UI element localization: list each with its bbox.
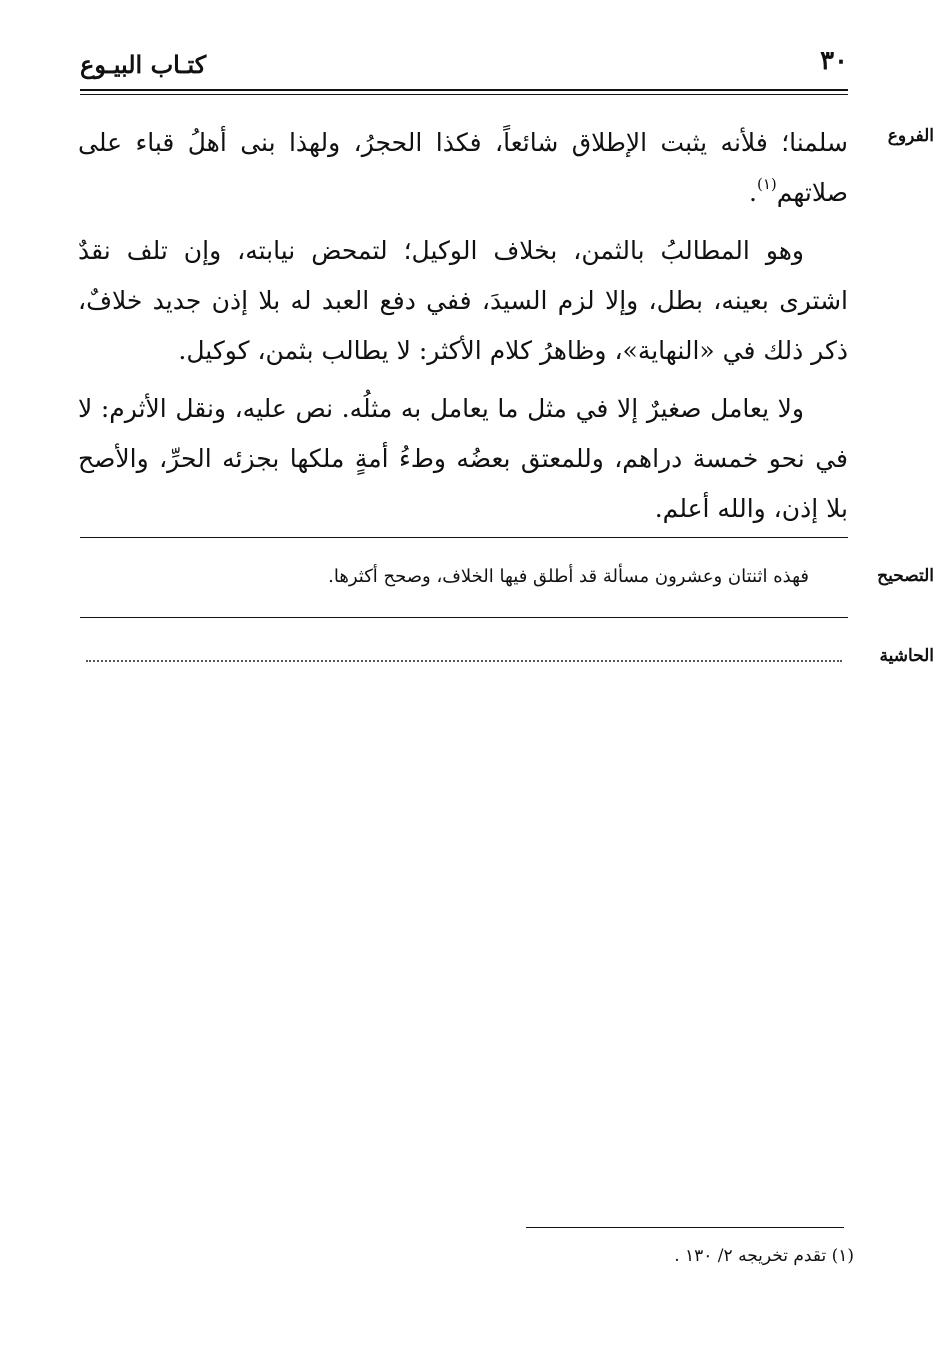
header-rule bbox=[80, 89, 848, 91]
main-text bbox=[78, 118, 848, 542]
footnote-ref[interactable]: (١) bbox=[756, 175, 777, 193]
label-branches: الفروع bbox=[887, 126, 934, 146]
correction-text: فهذه اثنتان وعشرون مسألة قد أطلق فيها الخلاف، وصحح أكثرها. bbox=[328, 566, 809, 587]
label-correction: التصحيح bbox=[877, 566, 934, 586]
paragraph-2: وهو المطالبُ بالثمن، بخلاف الوكيل؛ لتمحض نيابته، وإن تلف نقدٌ اشترى بعينه، بطل، وإلا لزم السيدَ، ففي دفع العبد له بلا إذن جديد خلافٌ، ذكر ذلك في «النهاية»، وظاهرُ كلام الأكثر: لا يطالب بثمن، كوكيل. bbox=[78, 236, 848, 365]
header-rule-thin bbox=[80, 94, 848, 95]
page-number: ٣٠ bbox=[820, 46, 848, 76]
section-rule-top bbox=[80, 537, 848, 538]
section-rule-bottom bbox=[80, 617, 848, 618]
paragraph-3: ولا يعامل صغيرٌ إلا في مثل ما يعامل به مثلُه. نص عليه، ونقل الأثرم: لا في نحو خمسة دراهم، وللمعتق بعضُه وطءُ أمةٍ ملكها بجزئه الحرِّ، والأصح بلا إذن، والله أعلم. bbox=[78, 394, 848, 523]
commentary-dotted-line bbox=[86, 660, 842, 662]
running-title: كتـاب البيـوع bbox=[80, 50, 207, 79]
label-commentary: الحاشية bbox=[879, 646, 934, 666]
paragraph-1-end: . bbox=[749, 178, 757, 207]
paragraph-1 bbox=[78, 118, 848, 218]
footnote: (١) تقدم تخريجه ٢/ ١٣٠ . bbox=[674, 1246, 854, 1266]
footnote-rule bbox=[526, 1227, 844, 1228]
paragraph-1-text: سلمنا؛ فلأنه يثبت الإطلاق شائعاً، فكذا الحجرُ، ولهذا بنى أهلُ قباء على صلاتهم bbox=[78, 128, 848, 207]
